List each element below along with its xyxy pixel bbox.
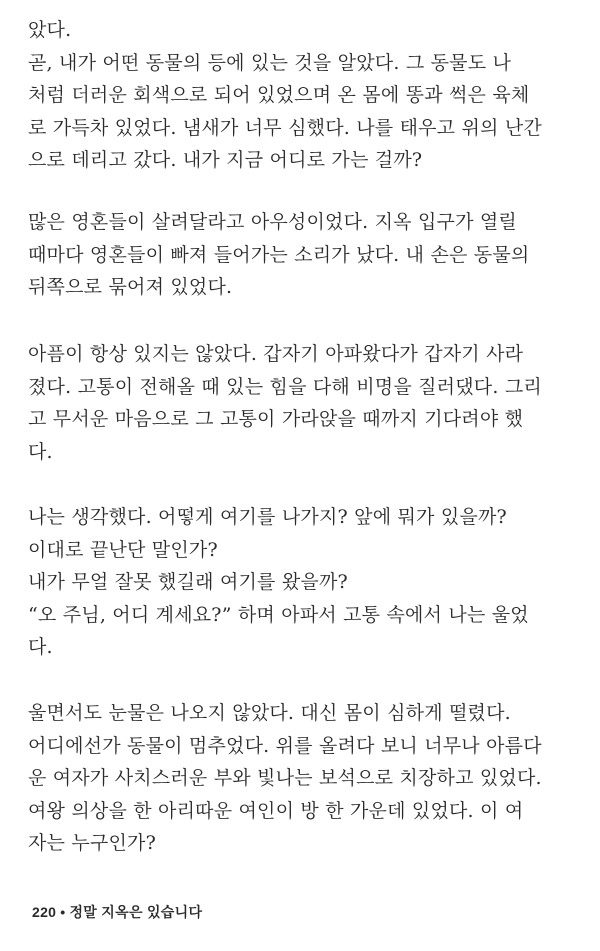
paragraph-2: 많은 영혼들이 살려달라고 아우성이었다. 지옥 입구가 열릴 때마다 영혼들이 빠져 들어가는 소리가 났다. 내 손은 동물의 뒤쪽으로 묶어져 있었다. (28, 211, 530, 298)
paragraph-5: 울면서도 눈물은 나오지 않았다. 대신 몸이 심하게 떨렸다. 어디에선가 동물이 멈추었다. 위를 올려다 보니 너무나 아름다 운 여자가 사치스러운 부와 빛나는 보석으로 치장하고 있었다. 여왕 의상을 한 아리따운 여인이 방 한 가운데 있었다. 이 여 자는 누구인가? (28, 702, 542, 854)
book-title: 정말 지옥은 있습니다 (69, 904, 203, 920)
paragraph-4: 나는 생각했다. 어떻게 여기를 나가지? 앞에 뭐가 있을까? 이대로 끝난단 말인가? 내가 무얼 잘못 했길래 여기를 왔을까? “오 주님, 어디 계세요?” 하며 아파서 고통 속에서 나는 울었 다. (28, 506, 529, 658)
paragraph-1: 았다. 곧, 내가 어떤 동물의 등에 있는 것을 알았다. 그 동물도 나 처럼 더러운 회색으로 되어 있었으며 온 몸에 똥과 썩은 육체 로 가득차 있었다. 냄새가 너무 심했다. 나를 태우고 위의 난간 으로 데리고 갔다. 내가 지금 어디로 가는 걸까? (28, 19, 542, 171)
paragraph-3: 아픔이 항상 있지는 않았다. 갑자기 아파왔다가 갑자기 사라 졌다. 고통이 전해올 때 있는 힘을 다해 비명을 질러댔다. 그리 고 무서운 마음으로 그 고통이 가라앉을 때까지 기다려야 했 다. (28, 343, 542, 463)
page-footer (32, 902, 202, 922)
page-number: 220 (32, 904, 57, 920)
footer-bullet: • (60, 904, 66, 920)
